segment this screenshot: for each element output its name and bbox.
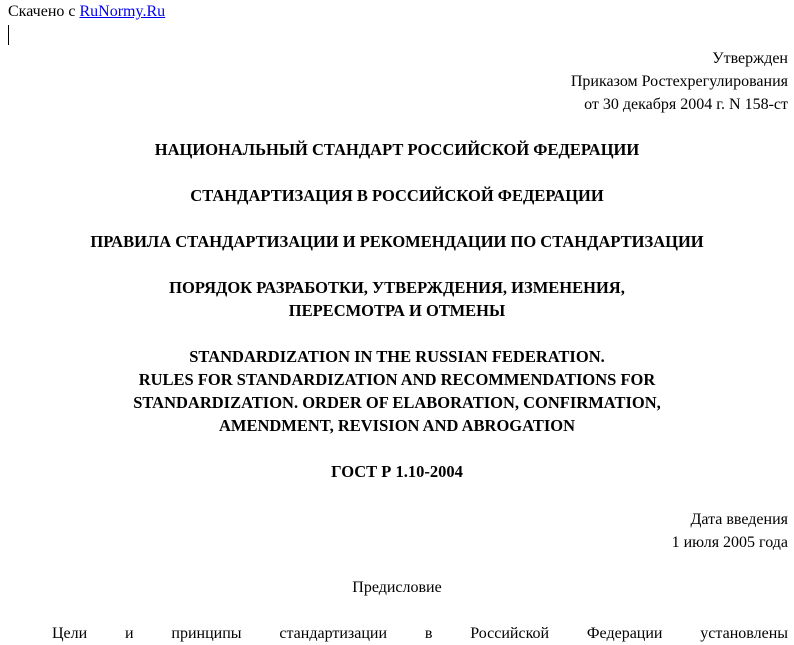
heading-order-line-1: ПОРЯДОК РАЗРАБОТКИ, УТВЕРЖДЕНИЯ, ИЗМЕНЕНИЯ, [169,278,625,297]
english-title-line-1: STANDARDIZATION IN THE RUSSIAN FEDERATION. [189,347,605,366]
english-title-line-2: RULES FOR STANDARDIZATION AND RECOMMENDATIONS FOR [138,370,656,389]
source-prefix: Скачено с [8,3,80,20]
introduction-date-label: Дата введения [690,511,788,528]
gost-designation: ГОСТ Р 1.10-2004 [331,462,463,481]
english-title-line-4: AMENDMENT, REVISION AND ABROGATION [218,416,575,435]
approval-line-2: Приказом Ростехрегулирования [570,73,788,90]
english-title-line-3: STANDARDIZATION. ORDER OF ELABORATION, CONFIRMATION, [133,393,661,412]
heading-national-standard: НАЦИОНАЛЬНЫЙ СТАНДАРТ РОССИЙСКОЙ ФЕДЕРАЦИИ [154,140,640,159]
heading-standardization-rf: СТАНДАРТИЗАЦИЯ В РОССИЙСКОЙ ФЕДЕРАЦИИ [190,186,604,205]
source-line [8,3,165,21]
source-link[interactable]: RuNormy.Ru [79,3,166,20]
foreword-paragraph: Цели и принципы стандартизации в Российской Федерации установлены [52,625,788,642]
heading-order [0,276,794,322]
introduction-date-block [672,508,788,554]
heading-english-title [0,345,794,437]
introduction-date-value: 1 июля 2005 года [671,534,788,551]
text-cursor [8,25,9,45]
approval-line-3: от 30 декабря 2004 г. N 158-ст [584,96,788,113]
approval-block [571,47,788,116]
heading-order-line-2: ПЕРЕСМОТРА И ОТМЕНЫ [288,301,506,320]
heading-rules: ПРАВИЛА СТАНДАРТИЗАЦИИ И РЕКОМЕНДАЦИИ ПО СТАНДАРТИЗАЦИИ [90,232,704,251]
foreword-title: Предисловие [352,579,442,596]
approval-line-1: Утвержден [712,50,788,67]
